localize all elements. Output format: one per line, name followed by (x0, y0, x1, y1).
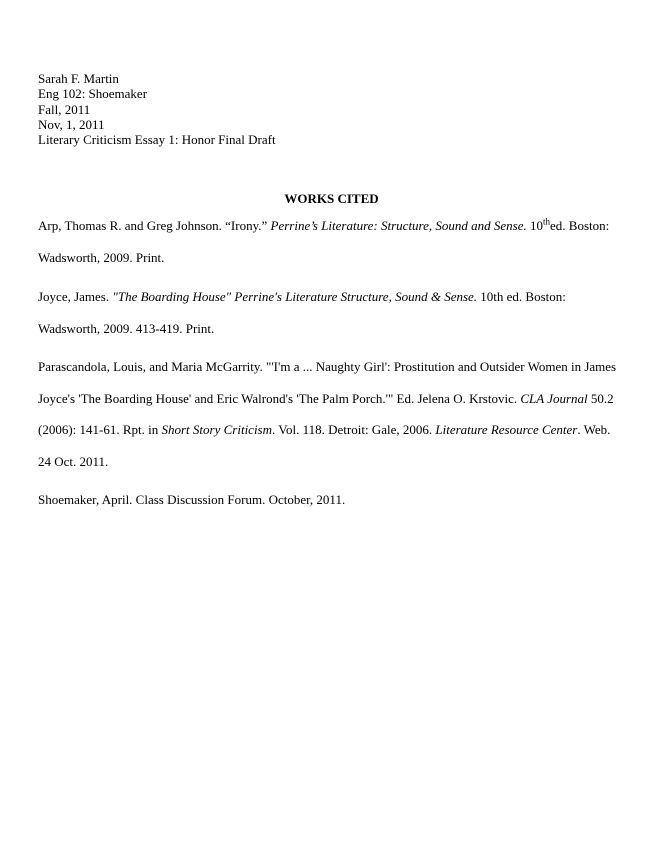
date: Nov, 1, 2011 (38, 116, 105, 132)
citation-line: Joyce's 'The Boarding House' and Eric Walrond's 'The Palm Porch.'" Ed. Jelena O. Krstovic. CLA Journal 50.2 (38, 390, 614, 406)
author-name: Sarah F. Martin (38, 71, 119, 86)
citation-entry (38, 351, 633, 477)
works-cited-heading: WORKS CITED (284, 191, 379, 206)
citation-entry (38, 210, 633, 273)
citation-line: Shoemaker, April. Class Discussion Forum. October, 2011. (38, 492, 346, 507)
citation-line: Wadsworth, 2009. Print. (38, 249, 165, 265)
assignment-title: Literary Criticism Essay 1: Honor Final Draft (38, 132, 276, 148)
citation-line: Joyce, James. "The Boarding House" Perrine's Literature Structure, Sound & Sense. 10th ed. Boston: (38, 289, 566, 304)
essay-header (38, 71, 276, 147)
citation-entry (38, 281, 633, 344)
citation-line: Parascandola, Louis, and Maria McGarrity. "'I'm a ... Naughty Girl': Prostitution and Outsider Women in James (38, 359, 617, 374)
citation-entry (38, 484, 633, 516)
course-name: Eng 102: Shoemaker (38, 86, 148, 102)
citation-line: (2006): 141-61. Rpt. in Short Story Criticism. Vol. 118. Detroit: Gale, 2006. Literature Resource Center. Web. (38, 422, 611, 437)
citation-line: 24 Oct. 2011. (38, 453, 109, 469)
citation-line: Arp, Thomas R. and Greg Johnson. “Irony.” Perrine’s Literature: Structure, Sound and Sense. 10thed. Boston: (38, 216, 610, 233)
term: Fall, 2011 (38, 101, 91, 117)
citation-line: Wadsworth, 2009. 413-419. Print. (38, 320, 215, 336)
